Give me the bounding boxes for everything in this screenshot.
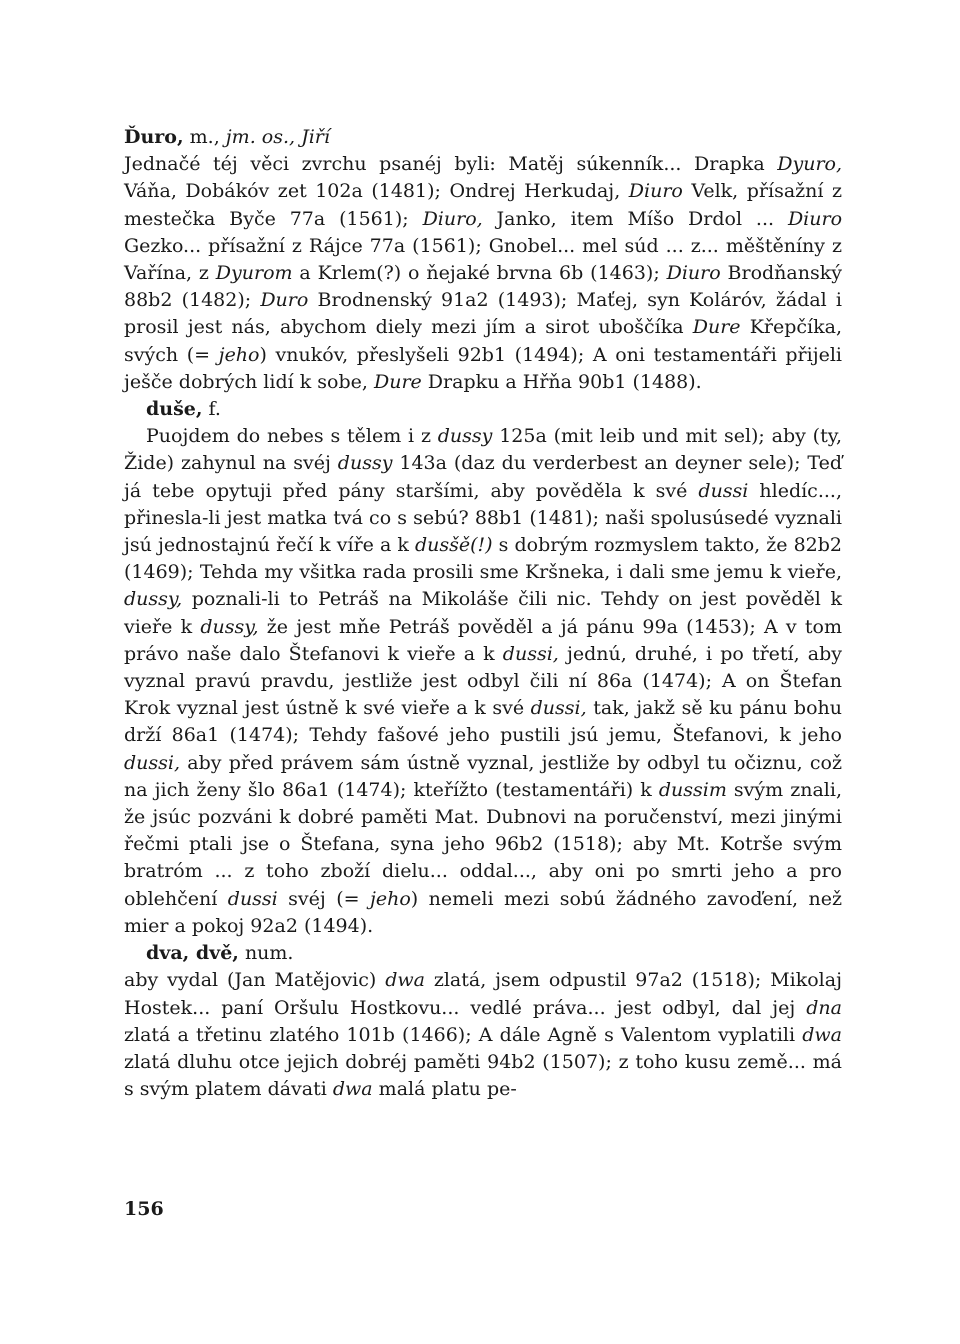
italic-run: Diuro (787, 207, 843, 230)
text-run: Puojdem do nebes s tělem i z (146, 425, 438, 448)
text-run: Váňa, Dobákóv zet 102a (1481); Ondrej Herkudaj, (124, 180, 629, 203)
italic-run: Dure (692, 316, 741, 339)
text-run: poznali-li to Petráš na Mikoláše čili nic. Tehdy on jest pověděl k vieře k (124, 588, 842, 638)
text-run: Jednačé téj věci zvrchu psanéj byli: Matěj súkenník... Drapka (124, 153, 778, 176)
entry-header (124, 940, 842, 967)
italic-run: Dyurom (215, 262, 293, 285)
italic-run: Duro (260, 289, 309, 312)
page-number: 156 (124, 1198, 164, 1220)
italic-run: jeho (218, 343, 260, 366)
dictionary-page (124, 124, 842, 1103)
italic-run: Dure (373, 370, 422, 393)
italic-run: Diuro (666, 262, 721, 285)
entry-body (124, 151, 842, 396)
text-run: ) vnukóv, přeslyšeli 92b1 (1494); A oni testamentáři přijeli ješče dobrých lidí k sobe, (124, 343, 842, 393)
text-run: Gezko... přísažní z Rájce 77a (1561); Gnobel... mel súd ... z... měštěníny z Vařína, z (124, 234, 842, 285)
text-run: ) nemeli mezi sobú žádného zavoďení, než mier a pokoj 92a2 (1494). (124, 887, 842, 937)
italic-run: dwa (332, 1078, 373, 1101)
entry-dva (124, 940, 842, 1103)
text-run: 125a (mit leib und mit sel); aby (ty, Žide) zahynul na svéj (124, 425, 842, 475)
text-run: hledíc..., přinesla-li jest matka tvá co s sebú? 88b1 (1481); naši spolusúsedé vyznali jsú jednostajnú řečí k víře a k (124, 479, 842, 557)
italic-run: dwa (802, 1023, 842, 1046)
text-run: malá platu pe- (372, 1078, 517, 1101)
italic-run: dussy (437, 425, 493, 448)
entry-header (124, 124, 842, 151)
grammar-plain: f. (202, 398, 221, 421)
headword: duše, (146, 398, 203, 421)
text-run: svým znali, že jsúc pozváni k dobré paměti Mat. Dubnovi na poručenství, mezi jinými řečmi ptali jse o Štefana, syna jeho 96b2 (1518); aby Mt. Kotrše svým bratróm ... z toho zboží dielu... oddal..., aby oni po smrti jeho a pro oblehčení (124, 778, 842, 910)
grammar-plain: num. (238, 942, 294, 965)
italic-run: dusšě(!) (414, 534, 493, 557)
text-run: jednú, druhé, i po třetí, aby vyznal pravú pravdu, jestliže jest odbyl čili ní 86a (1474); A on Štefan Krok vyznal jest ústně k své vieře a k své (124, 642, 843, 720)
grammar-plain: m., (183, 126, 226, 148)
text-run: 143a (daz du verderbest an deyner sele); Teď já tebe opytuji před pány staršími, aby pověděla k své (124, 452, 842, 502)
text-run: Drapku a Hřňa 90b1 (1488). (421, 370, 702, 393)
italic-run: dussy (337, 452, 393, 475)
entry-duro (124, 124, 842, 396)
italic-run: dussi (698, 479, 749, 502)
italic-run: dna (806, 996, 842, 1019)
italic-run: dussy, (124, 588, 183, 611)
text-run: Brodnenský 91a2 (1493); Maťej, syn Koláróv, žádal i prosil jest nás, abychom diely mezi jím a sirot uboščíka (124, 289, 842, 339)
text-run: Brodňanský 88b2 (1482); (124, 262, 842, 312)
entry-body (124, 423, 842, 940)
entry-body (124, 967, 842, 1103)
text-run: Křepčíka, svých (= (124, 316, 842, 366)
italic-run: Dyuro, (777, 153, 842, 176)
headword: Ďuro, (124, 126, 184, 148)
italic-run: dussy, (200, 615, 259, 638)
italic-run: dussi, (124, 751, 181, 774)
italic-run: Diuro (628, 180, 683, 203)
headword: dva, dvě, (146, 942, 239, 965)
entry-duse (124, 396, 842, 940)
text-run: zlatá a třetinu zlatého 101b (1466); A dále Agně s Valentom vyplatili (124, 1023, 803, 1046)
italic-run: dwa (385, 969, 425, 992)
text-run: s dobrým rozmyslem takto, že 82b2 (1469); Tehda my všitka rada prosili sme Kršneka, i dali sme jemu k vieře, (124, 534, 842, 584)
text-run: zlatá dluhu otce jejich dobréj paměti 94b2 (1507); z toho kusu země... má s svým platem dávati (124, 1050, 842, 1101)
grammar-italic: jm. os., Jiří (225, 126, 330, 148)
text-run: Janko, item Míšo Drdol ... (482, 207, 788, 230)
italic-run: Diuro, (422, 207, 483, 230)
italic-run: dussi (227, 887, 278, 910)
italic-run: dussi, (502, 642, 559, 665)
text-run: aby před právem sám ústně vyznal, jestliže by odbyl tu očiznu, což na jich ženy šlo 86a1 (1474); kteřížto (testamentáři) k (124, 751, 842, 801)
italic-run: dussi, (530, 697, 587, 720)
text-run: Velk, přísažní z mestečka Byče 77a (1561); (124, 180, 843, 230)
text-run: tak, jakž sě ku pánu bohu drží 86a1 (1474); Tehdy fašové jeho pustili jsú jemu, Štefanovi, k jeho (124, 697, 842, 747)
text-run: svéj (= (277, 887, 370, 910)
text-run: a Krlem(?) o ňejaké brvna 6b (1463); (292, 262, 667, 285)
entry-header (124, 396, 842, 423)
italic-run: dussim (658, 778, 727, 801)
italic-run: jeho (369, 887, 411, 910)
text-run: zlatá, jsem odpustil 97a2 (1518); Mikolaj Hostek... paní Oršulu Hostkovu... vedlé práva... jest odbyl, dal jej (124, 969, 842, 1019)
text-run: aby vydal (Jan Matějovic) (124, 969, 386, 992)
text-run: že jest mňe Petráš pověděl a já pánu 99a (1453); A v tom právo naše dalo Štefanovi k vieře a k (124, 615, 842, 665)
